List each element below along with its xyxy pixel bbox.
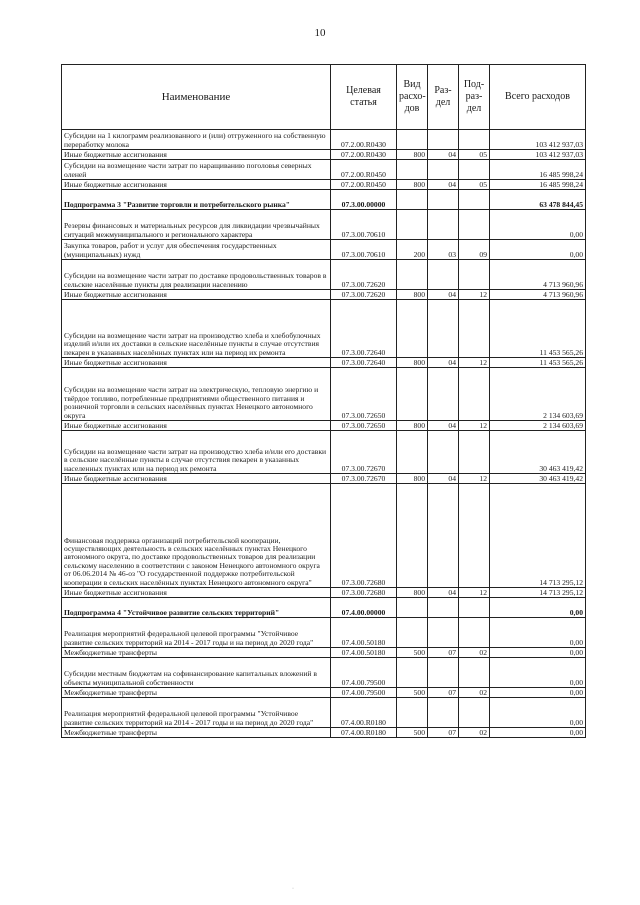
row-target-cell: 07.4.00.R0180 <box>331 728 397 738</box>
row-type-cell <box>397 300 428 358</box>
row-amount-cell: 4 713 960,96 <box>490 290 586 300</box>
row-section-cell: 07 <box>428 648 459 658</box>
row-section-cell <box>428 190 459 210</box>
row-subsection-cell: 12 <box>459 421 490 431</box>
row-target-cell: 07.3.00.72680 <box>331 484 397 588</box>
table-row <box>62 160 586 180</box>
header-total: Всего расходов <box>490 65 586 130</box>
row-name-cell: Иные бюджетные ассигнования <box>62 290 331 300</box>
row-section-cell <box>428 130 459 150</box>
row-target-cell: 07.4.00.R0180 <box>331 698 397 728</box>
row-amount-cell: 14 713 295,12 <box>490 588 586 598</box>
table-row <box>62 618 586 648</box>
table-row <box>62 648 586 658</box>
row-name-cell: Субсидии на возмещение части затрат по доставке продовольственных товаров в сельские населённые пункты для реализации населению <box>62 260 331 290</box>
table-row <box>62 474 586 484</box>
row-type-cell: 800 <box>397 180 428 190</box>
row-name-cell: Субсидии на возмещение части затрат на электрическую, тепловую энергию и твёрдое топливо, потребленные предприятиями общественного питания и розничной торговли в сельских населённых пунктах Ненецкого автономного округа <box>62 368 331 421</box>
header-target: Целевая статья <box>331 65 397 130</box>
table-row <box>62 290 586 300</box>
row-section-cell <box>428 618 459 648</box>
row-amount-cell: 11 453 565,26 <box>490 358 586 368</box>
row-type-cell <box>397 484 428 588</box>
row-target-cell: 07.3.00.72650 <box>331 368 397 421</box>
row-section-cell: 07 <box>428 688 459 698</box>
row-amount-cell: 0,00 <box>490 688 586 698</box>
row-name-cell: Иные бюджетные ассигнования <box>62 474 331 484</box>
row-type-cell <box>397 368 428 421</box>
table-row <box>62 421 586 431</box>
table-row <box>62 598 586 618</box>
row-subsection-cell: 12 <box>459 474 490 484</box>
row-name-cell: Межбюджетные трансферты <box>62 648 331 658</box>
row-subsection-cell: 09 <box>459 240 490 260</box>
row-amount-cell: 30 463 419,42 <box>490 474 586 484</box>
table-row <box>62 588 586 598</box>
header-name: Наименование <box>62 65 331 130</box>
row-name-cell: Межбюджетные трансферты <box>62 688 331 698</box>
table-row <box>62 688 586 698</box>
row-type-cell <box>397 698 428 728</box>
row-amount-cell: 0,00 <box>490 728 586 738</box>
row-target-cell: 07.4.00.79500 <box>331 688 397 698</box>
row-amount-cell: 14 713 295,12 <box>490 484 586 588</box>
row-target-cell: 07.3.00.72670 <box>331 474 397 484</box>
row-target-cell: 07.2.00.R0450 <box>331 180 397 190</box>
row-target-cell: 07.3.00.72620 <box>331 260 397 290</box>
row-subsection-cell <box>459 260 490 290</box>
row-amount-cell: 16 485 998,24 <box>490 160 586 180</box>
row-target-cell: 07.3.00.72670 <box>331 431 397 474</box>
row-amount-cell: 2 134 603,69 <box>490 421 586 431</box>
row-section-cell <box>428 598 459 618</box>
row-type-cell <box>397 658 428 688</box>
row-subsection-cell <box>459 658 490 688</box>
row-amount-cell: 103 412 937,03 <box>490 150 586 160</box>
row-subsection-cell: 05 <box>459 180 490 190</box>
row-section-cell <box>428 431 459 474</box>
row-name-cell: Иные бюджетные ассигнования <box>62 180 331 190</box>
row-amount-cell: 103 412 937,03 <box>490 130 586 150</box>
row-section-cell <box>428 658 459 688</box>
row-type-cell: 800 <box>397 358 428 368</box>
table-header-row <box>62 65 586 130</box>
row-subsection-cell: 12 <box>459 588 490 598</box>
row-type-cell: 500 <box>397 648 428 658</box>
row-target-cell: 07.3.00.00000 <box>331 190 397 210</box>
row-section-cell: 04 <box>428 588 459 598</box>
row-target-cell: 07.3.00.72650 <box>331 421 397 431</box>
row-amount-cell: 0,00 <box>490 618 586 648</box>
row-amount-cell: 2 134 603,69 <box>490 368 586 421</box>
row-name-cell: Субсидии на 1 килограмм реализованного и (или) отгруженного на собственную переработку молока <box>62 130 331 150</box>
row-subsection-cell <box>459 698 490 728</box>
row-target-cell: 07.3.00.72620 <box>331 290 397 300</box>
row-section-cell <box>428 698 459 728</box>
header-subsection: Под-раз-дел <box>459 65 490 130</box>
row-section-cell <box>428 368 459 421</box>
row-name-cell: Реализация мероприятий федеральной целевой программы "Устойчивое развитие сельских территорий на 2014 - 2017 годы и на период до 2020 года" <box>62 698 331 728</box>
table-row <box>62 300 586 358</box>
row-name-cell: Финансовая поддержка организаций потребительской кооперации, осуществляющих деятельность в сельских населённых пунктах Ненецкого автономного округа, по доставке продовольственных товаров для реализации сельскому населению в соответствии с законом Ненецкого автономного округа от 06.06.2014 № 46-оз "О государственной поддержке потребительской кооперации в сельских населённых пунктах Ненецкого автономного округа" <box>62 484 331 588</box>
row-section-cell: 04 <box>428 421 459 431</box>
row-subsection-cell: 02 <box>459 688 490 698</box>
table-row <box>62 240 586 260</box>
table-row <box>62 190 586 210</box>
row-type-cell <box>397 431 428 474</box>
row-name-cell: Субсидии на возмещение части затрат на производство хлеба и хлебобулочных изделий и/или их доставки в сельские населённые пункты в случае отсутствия пекарен в указанных населённых пунктах или на период их ремонта <box>62 300 331 358</box>
header-section: Раз-дел <box>428 65 459 130</box>
row-type-cell: 500 <box>397 728 428 738</box>
row-section-cell: 04 <box>428 474 459 484</box>
row-name-cell: Иные бюджетные ассигнования <box>62 588 331 598</box>
table-row <box>62 130 586 150</box>
row-name-cell: Иные бюджетные ассигнования <box>62 358 331 368</box>
row-name-cell: Подпрограмма 3 "Развитие торговли и потребительского рынка" <box>62 190 331 210</box>
row-section-cell <box>428 210 459 240</box>
row-target-cell: 07.2.00.R0430 <box>331 150 397 160</box>
page-number: 10 <box>314 27 326 39</box>
row-amount-cell: 0,00 <box>490 598 586 618</box>
row-name-cell: Резервы финансовых и материальных ресурсов для ликвидации чрезвычайных ситуаций межмуниципального и регионального характера <box>62 210 331 240</box>
table-row <box>62 210 586 240</box>
row-name-cell: Межбюджетные трансферты <box>62 728 331 738</box>
row-amount-cell: 0,00 <box>490 658 586 688</box>
row-section-cell: 04 <box>428 150 459 160</box>
row-amount-cell: 63 478 844,45 <box>490 190 586 210</box>
row-subsection-cell <box>459 190 490 210</box>
table-row <box>62 698 586 728</box>
table-row <box>62 431 586 474</box>
row-type-cell: 200 <box>397 240 428 260</box>
row-target-cell: 07.3.00.70610 <box>331 210 397 240</box>
header-type: Вид расхо-дов <box>397 65 428 130</box>
row-name-cell: Подпрограмма 4 "Устойчивое развитие сельских территорий" <box>62 598 331 618</box>
row-subsection-cell <box>459 431 490 474</box>
table-row <box>62 484 586 588</box>
row-amount-cell: 16 485 998,24 <box>490 180 586 190</box>
row-name-cell: Субсидии на возмещение части затрат на производство хлеба и/или его доставки в сельские населённые пункты в случае отсутствия пекарен в указанных населенных пунктах или на период их ремонта <box>62 431 331 474</box>
row-section-cell <box>428 160 459 180</box>
row-target-cell: 07.3.00.70610 <box>331 240 397 260</box>
table-row <box>62 658 586 688</box>
row-target-cell: 07.4.00.50180 <box>331 618 397 648</box>
scan-mark: · <box>292 886 294 892</box>
row-subsection-cell: 02 <box>459 728 490 738</box>
row-target-cell: 07.4.00.50180 <box>331 648 397 658</box>
row-type-cell <box>397 210 428 240</box>
row-type-cell: 500 <box>397 688 428 698</box>
row-section-cell: 04 <box>428 358 459 368</box>
row-amount-cell: 0,00 <box>490 648 586 658</box>
table-row <box>62 180 586 190</box>
row-section-cell: 03 <box>428 240 459 260</box>
row-type-cell <box>397 160 428 180</box>
row-subsection-cell <box>459 130 490 150</box>
row-type-cell <box>397 190 428 210</box>
row-subsection-cell <box>459 618 490 648</box>
row-type-cell <box>397 130 428 150</box>
row-type-cell <box>397 618 428 648</box>
row-amount-cell: 0,00 <box>490 210 586 240</box>
row-amount-cell: 0,00 <box>490 240 586 260</box>
budget-table <box>61 64 586 738</box>
row-subsection-cell <box>459 598 490 618</box>
row-amount-cell: 4 713 960,96 <box>490 260 586 290</box>
row-name-cell: Иные бюджетные ассигнования <box>62 150 331 160</box>
row-name-cell: Субсидии на возмещение части затрат по наращиванию поголовья северных оленей <box>62 160 331 180</box>
row-target-cell: 07.2.00.R0450 <box>331 160 397 180</box>
row-name-cell: Субсидии местным бюджетам на софинансирование капитальных вложений в объекты муниципальной собственности <box>62 658 331 688</box>
row-section-cell <box>428 300 459 358</box>
row-target-cell: 07.4.00.79500 <box>331 658 397 688</box>
row-section-cell: 04 <box>428 180 459 190</box>
row-name-cell: Иные бюджетные ассигнования <box>62 421 331 431</box>
row-section-cell <box>428 260 459 290</box>
table-row <box>62 728 586 738</box>
row-type-cell <box>397 598 428 618</box>
row-name-cell: Реализация мероприятий федеральной целевой программы "Устойчивое развитие сельских территорий на 2014 - 2017 годы и на период до 2020 года" <box>62 618 331 648</box>
row-subsection-cell <box>459 484 490 588</box>
row-target-cell: 07.3.00.72680 <box>331 588 397 598</box>
table-row <box>62 358 586 368</box>
row-subsection-cell: 12 <box>459 290 490 300</box>
row-type-cell: 800 <box>397 290 428 300</box>
row-target-cell: 07.2.00.R0430 <box>331 130 397 150</box>
row-target-cell: 07.3.00.72640 <box>331 300 397 358</box>
row-subsection-cell <box>459 210 490 240</box>
row-section-cell: 04 <box>428 290 459 300</box>
row-target-cell: 07.3.00.72640 <box>331 358 397 368</box>
row-amount-cell: 30 463 419,42 <box>490 431 586 474</box>
row-subsection-cell <box>459 160 490 180</box>
row-subsection-cell: 02 <box>459 648 490 658</box>
row-type-cell: 800 <box>397 421 428 431</box>
row-type-cell: 800 <box>397 150 428 160</box>
table-row <box>62 260 586 290</box>
row-name-cell: Закупка товаров, работ и услуг для обеспечения государственных (муниципальных) нужд <box>62 240 331 260</box>
row-subsection-cell <box>459 368 490 421</box>
row-section-cell <box>428 484 459 588</box>
row-section-cell: 07 <box>428 728 459 738</box>
row-type-cell <box>397 260 428 290</box>
row-type-cell: 800 <box>397 474 428 484</box>
table-row <box>62 368 586 421</box>
row-amount-cell: 0,00 <box>490 698 586 728</box>
row-subsection-cell <box>459 300 490 358</box>
row-amount-cell: 11 453 565,26 <box>490 300 586 358</box>
row-subsection-cell: 12 <box>459 358 490 368</box>
row-type-cell: 800 <box>397 588 428 598</box>
table-row <box>62 150 586 160</box>
row-subsection-cell: 05 <box>459 150 490 160</box>
row-target-cell: 07.4.00.00000 <box>331 598 397 618</box>
